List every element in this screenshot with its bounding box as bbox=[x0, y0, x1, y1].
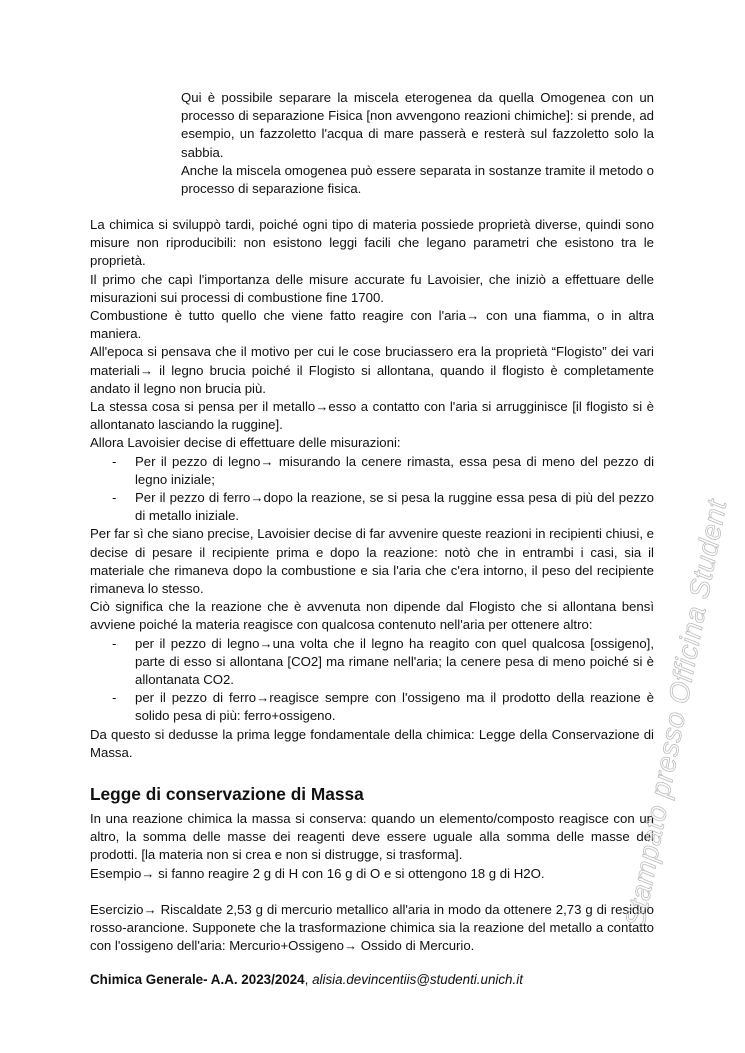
reaction-list bbox=[90, 635, 654, 726]
paragraph: Allora Lavoisier decise di effettuare delle misurazioni: bbox=[90, 435, 401, 451]
paragraph: Per far sì che siano precise, Lavoisier decise di far avvenire queste reazioni in recipienti chiusi, e decise di pesare il recipiente prima e dopo la reazione: notò che in entrambi i casi, sia il materiale che rimaneva dopo la combustione e sia l'aria che c'era intorno, il peso del recipiente rimaneva lo stesso. bbox=[90, 526, 654, 597]
list-marker: - bbox=[112, 690, 117, 706]
paragraph: Anche la miscela omogenea può essere separata in sostanze tramite il metodo o processo di separazione fisica. bbox=[181, 162, 654, 197]
paragraph: Esempio→ si fanno reagire 2 g di H con 16 g di O e si ottengono 18 g di H2O. bbox=[90, 865, 545, 881]
paragraph: Il primo che capì l'importanza delle misure accurate fu Lavoisier, che iniziò a effettuare delle misurazioni sui processi di combustione fine 1700. bbox=[90, 271, 654, 305]
list-item bbox=[90, 635, 654, 690]
list-item-text: Per il pezzo di ferro→dopo la reazione, se si pesa la ruggine essa pesa di più del pezzo di metallo iniziale. bbox=[135, 490, 654, 524]
list-item-text: Per il pezzo di legno→ misurando la cenere rimasta, essa pesa di meno del pezzo di legno iniziale; bbox=[135, 453, 654, 487]
list-item-text: per il pezzo di legno→una volta che il legno ha reagito con quel qualcosa [ossigeno], parte di esso si allontana [CO2] ma rimane nell'aria; la cenere pesa di meno poiché si è allontanata CO2. bbox=[135, 635, 654, 688]
paragraph: Combustione è tutto quello che viene fatto reagire con l'aria→ con una fiamma, o in altra maniera. bbox=[90, 308, 654, 342]
footer-separator: , bbox=[304, 972, 313, 987]
indented-block bbox=[181, 89, 654, 198]
main-text bbox=[90, 216, 654, 762]
list-item-text: per il pezzo di ferro→reagisce sempre con l'ossigeno ma il prodotto della reazione è solido pesa di più: ferro+ossigeno. bbox=[135, 690, 654, 724]
page-footer bbox=[90, 971, 690, 989]
list-item bbox=[90, 489, 654, 525]
author-email: alisia.devincentiis@studenti.unich.it bbox=[312, 972, 523, 987]
paragraph: La chimica si sviluppò tardi, poiché ogni tipo di materia possiede proprietà diverse, quindi sono misure non riproducibili: non esistono leggi facili che legano parametri che esistono tra le proprietà. bbox=[90, 217, 654, 269]
paragraph: Qui è possibile separare la miscela eterogenea da quella Omogenea con un processo di separazione Fisica [non avvengono reazioni chimiche]: si prende, ad esempio, un fazzoletto l'acqua di mare passerà e resterà sul fazzoletto solo la sabbia. bbox=[181, 90, 654, 160]
paragraph: Ciò significa che la reazione che è avvenuta non dipende dal Flogisto che si allontana bensì avviene poiché la materia reagisce con qualcosa contenuto nell'aria per ottenere altro: bbox=[90, 599, 654, 633]
paragraph: In una reazione chimica la massa si conserva: quando un elemento/composto reagisce con un altro, la somma delle masse dei reagenti deve essere uguale alla somma delle masse dei prodotti. [la materia non si crea e non si distrugge, si trasforma]. bbox=[90, 811, 654, 863]
paragraph: All'epoca si pensava che il motivo per cui le cose bruciassero era la proprietà “Flogisto” dei vari materiali→ il legno brucia poiché il Flogisto si allontana, quando il flogisto è completamente andato il legno non brucia più. bbox=[90, 344, 654, 396]
section-heading: Legge di conservazione di Massa bbox=[90, 784, 364, 804]
list-marker: - bbox=[112, 635, 117, 651]
section-text bbox=[90, 810, 654, 955]
spacer bbox=[90, 883, 654, 901]
measurement-list bbox=[90, 453, 654, 526]
course-name: Chimica Generale- A.A. 2023/2024 bbox=[90, 972, 305, 987]
list-marker: - bbox=[112, 490, 117, 506]
list-item bbox=[90, 453, 654, 489]
paragraph: Da questo si dedusse la prima legge fondamentale della chimica: Legge della Conservazione di Massa. bbox=[90, 726, 654, 760]
list-marker: - bbox=[112, 453, 117, 469]
paragraph: La stessa cosa si pensa per il metallo→esso a contatto con l'aria si arrugginisce [il flogisto si è allontanato lasciando la ruggine]. bbox=[90, 399, 654, 433]
print-watermark: Stampato presso Officina Student bbox=[619, 496, 733, 930]
paragraph: Esercizio→ Riscaldate 2,53 g di mercurio metallico all'aria in modo da ottenere 2,73 g di residuo rosso-arancione. Supponete che la trasformazione chimica sia la reazione del metallo a contatto con l'ossigeno dell'aria: Mercurio+Ossigeno→ Ossido di Mercurio. bbox=[90, 901, 654, 954]
list-item bbox=[90, 689, 654, 725]
